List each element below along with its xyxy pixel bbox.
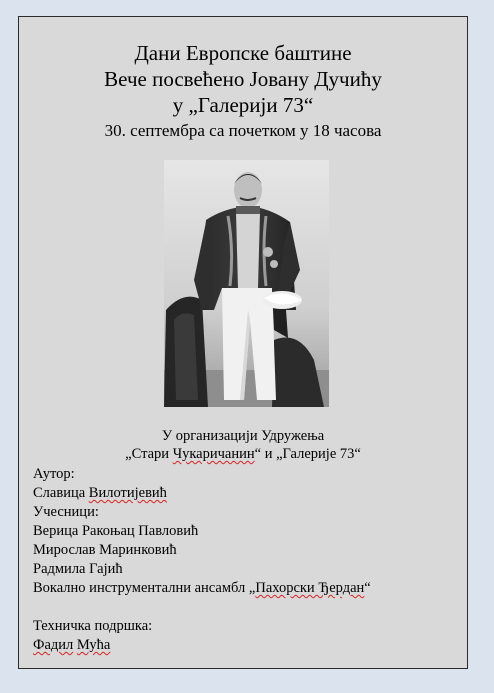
organizer-pre: „Стари [125, 446, 173, 462]
event-title: Дани Европске баштине [134, 41, 352, 65]
organizer-line: У организацији Удружења [161, 428, 325, 444]
document-page [18, 16, 468, 669]
event-date: 30. септембра са почетком у 18 часова [104, 121, 382, 140]
ensemble-pre: Вокално инструментални ансамбл „ [33, 580, 256, 596]
author-name [33, 484, 167, 502]
author-label: Аутор: [33, 466, 75, 482]
author-last-name: Вилотијевић [88, 485, 167, 501]
support-first-name: Фадил [33, 637, 74, 653]
ensemble-post: “ [364, 580, 371, 596]
participants-label: Учесници: [33, 504, 99, 520]
event-subtitle: Вече посвећено Јовану Дучићу [104, 67, 382, 91]
portrait-photo [164, 160, 329, 407]
support-last-name: Мућа [76, 637, 111, 653]
participant-2: Мирослав Маринковић [33, 542, 177, 558]
participant-ensemble [33, 579, 371, 597]
organizer-names [19, 445, 467, 463]
organizer-name: Чукаричанин [172, 446, 255, 462]
author-first-name: Славица [33, 485, 89, 501]
organizer-post: “ и „Галерије 73“ [254, 446, 361, 462]
support-name [33, 636, 110, 654]
participant-3: Радмила Гајић [33, 561, 123, 577]
ensemble-name: Пахорски Ђердан [255, 580, 365, 596]
event-venue: у „Галерији 73“ [172, 93, 314, 117]
support-label: Техничка подршка: [33, 618, 153, 634]
participant-1: Верица Ракоњац Павловић [33, 523, 199, 539]
